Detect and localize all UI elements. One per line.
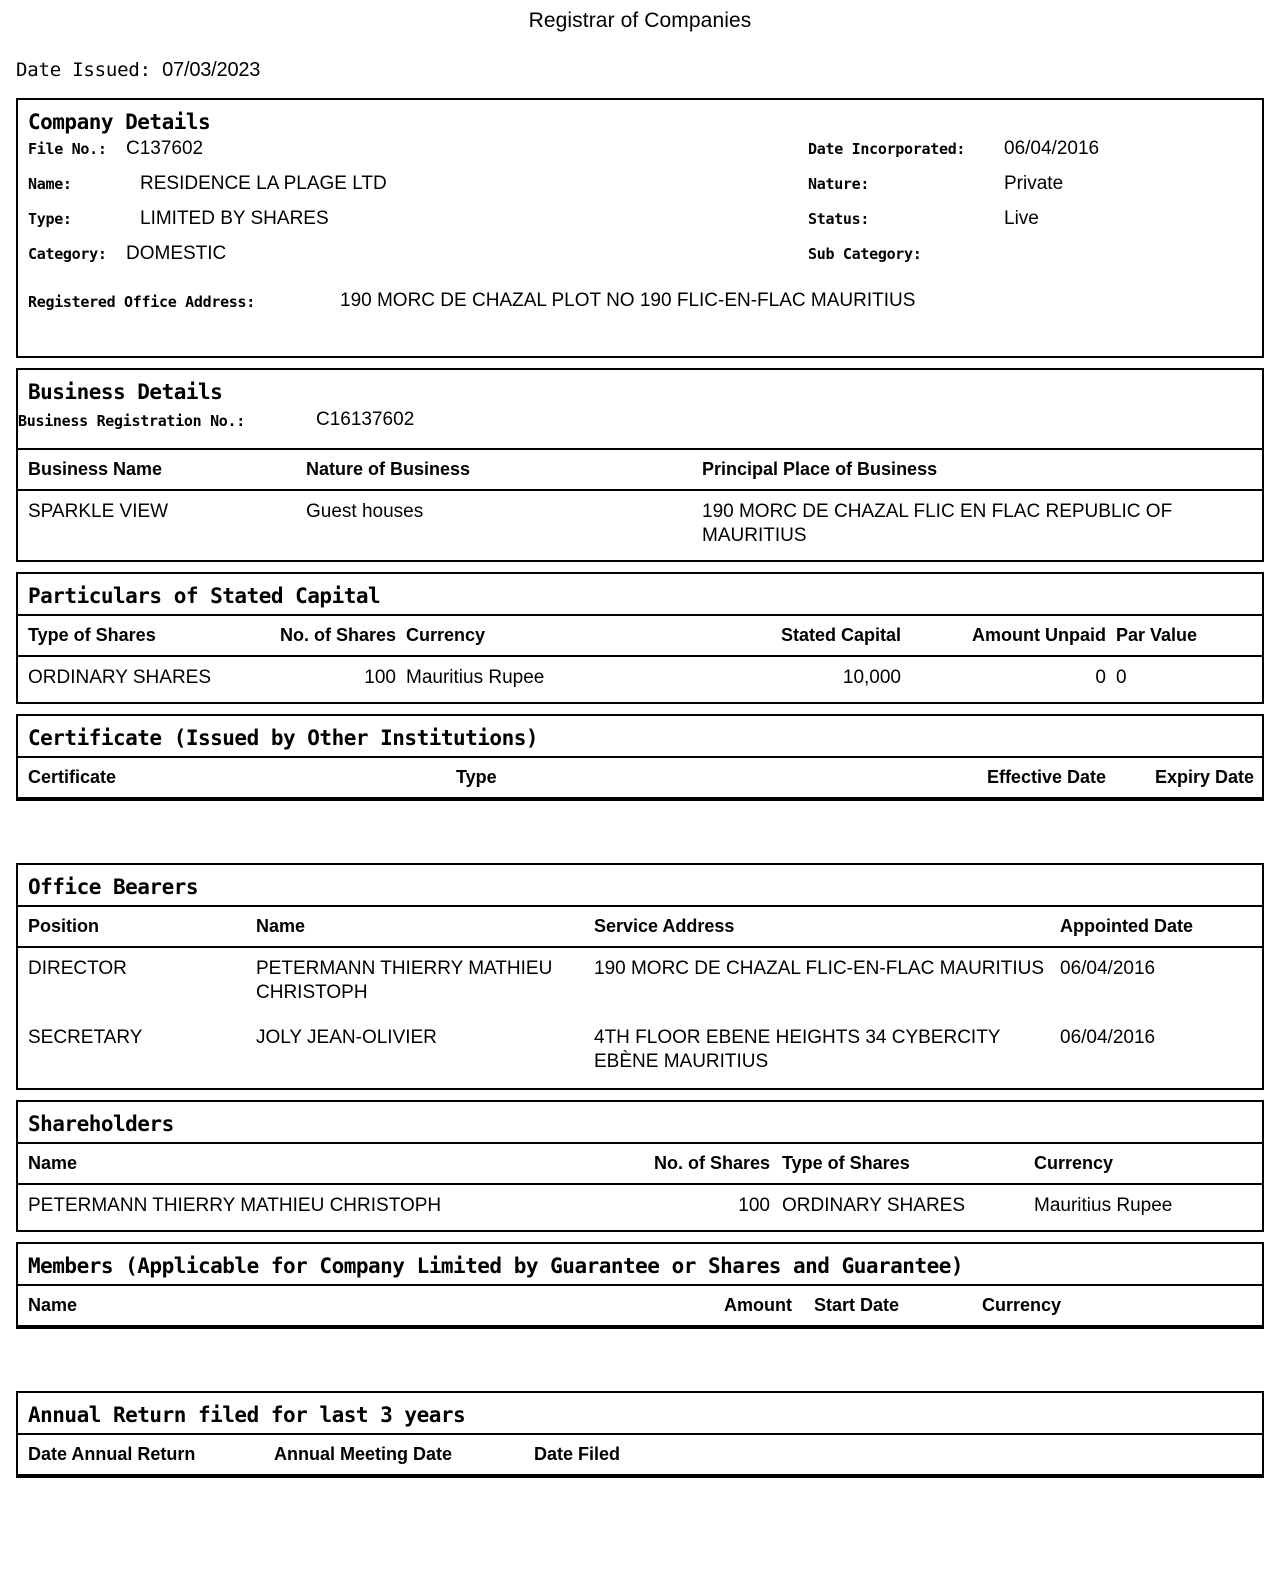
cell-stated-capital: 10,000 — [842, 667, 901, 688]
members-table — [18, 1284, 1262, 1327]
stated-capital-section — [16, 572, 1264, 704]
cell-currency: Mauritius Rupee — [1034, 1195, 1173, 1216]
cell-no-of-shares: 100 — [364, 667, 396, 688]
office-bearers-title: Office Bearers — [28, 875, 199, 899]
cell-par-value: 0 — [1116, 667, 1127, 688]
nature-label: Nature: — [808, 175, 870, 193]
category-value: DOMESTIC — [126, 243, 227, 264]
col-appointed-date: Appointed Date — [1060, 906, 1262, 947]
col-service-address: Service Address — [594, 906, 1060, 947]
table-header-row — [18, 1285, 1262, 1326]
stated-capital-title: Particulars of Stated Capital — [28, 584, 381, 608]
date-issued-value: 07/03/2023 — [162, 59, 261, 81]
certificate-section — [16, 714, 1264, 801]
col-type-of-shares: Type of Shares — [18, 615, 266, 656]
members-title: Members (Applicable for Company Limited by Guarantee or Shares and Guarantee) — [28, 1254, 964, 1278]
col-expiry-date: Expiry Date — [1106, 757, 1262, 798]
col-no-of-shares: No. of Shares — [266, 615, 396, 656]
certificate-title: Certificate (Issued by Other Institutions) — [28, 726, 539, 750]
table-header-row — [18, 1434, 1262, 1475]
col-currency: Currency — [396, 615, 726, 656]
col-start-date: Start Date — [792, 1285, 982, 1326]
page-title: Registrar of Companies — [528, 9, 752, 32]
date-issued-line — [16, 59, 1280, 82]
company-details-row-2 — [28, 175, 1262, 210]
table-header-row — [18, 757, 1262, 798]
date-incorporated-label: Date Incorporated: — [808, 140, 966, 158]
company-details-fields — [18, 140, 1262, 356]
col-stated-capital: Stated Capital — [726, 615, 901, 656]
cell-service-address: 4TH FLOOR EBENE HEIGHTS 34 CYBERCITY EBÈNE MAURITIUS — [594, 1027, 1001, 1072]
col-certificate: Certificate — [18, 757, 456, 798]
col-name: Name — [18, 1285, 680, 1326]
cell-name: PETERMANN THIERRY MATHIEU CHRISTOPH — [28, 1195, 442, 1216]
registered-office-row — [28, 290, 1262, 330]
table-header-row — [18, 906, 1262, 947]
type-value: LIMITED BY SHARES — [140, 208, 329, 229]
type-label: Type: — [28, 210, 72, 228]
table-row — [18, 656, 1262, 702]
cell-position: SECRETARY — [28, 1027, 143, 1048]
cell-amount-unpaid: 0 — [1095, 667, 1106, 688]
cell-type-of-shares: ORDINARY SHARES — [28, 667, 212, 688]
name-value: RESIDENCE LA PLAGE LTD — [140, 173, 387, 194]
members-section — [16, 1242, 1264, 1329]
cell-type-of-shares: ORDINARY SHARES — [782, 1195, 966, 1216]
status-value: Live — [1004, 208, 1039, 229]
annual-return-table — [18, 1433, 1262, 1476]
cell-no-of-shares: 100 — [738, 1195, 770, 1216]
registered-office-value: 190 MORC DE CHAZAL PLOT NO 190 FLIC-EN-FLAC MAURITIUS — [340, 290, 916, 311]
cell-appointed-date: 06/04/2016 — [1060, 958, 1156, 979]
cell-name: PETERMANN THIERRY MATHIEU CHRISTOPH — [256, 958, 553, 1003]
col-currency: Currency — [1034, 1143, 1262, 1184]
cell-currency: Mauritius Rupee — [406, 667, 545, 688]
cell-service-address: 190 MORC DE CHAZAL FLIC-EN-FLAC MAURITIUS — [594, 958, 1045, 979]
office-bearers-section — [16, 863, 1264, 1090]
date-incorporated-value: 06/04/2016 — [1004, 138, 1100, 159]
sub-category-label: Sub Category: — [808, 245, 922, 263]
registered-office-label: Registered Office Address: — [28, 293, 256, 311]
table-header-row — [18, 1143, 1262, 1184]
col-effective-date: Effective Date — [936, 757, 1106, 798]
col-date-annual-return: Date Annual Return — [18, 1434, 274, 1475]
certificate-table — [18, 756, 1262, 799]
table-header-row — [18, 449, 1262, 490]
annual-return-title: Annual Return filed for last 3 years — [28, 1403, 466, 1427]
col-amount-unpaid: Amount Unpaid — [901, 615, 1106, 656]
business-registration-label: Business Registration No.: — [18, 412, 246, 430]
nature-value: Private — [1004, 173, 1064, 194]
name-label: Name: — [28, 175, 72, 193]
col-principal-place: Principal Place of Business — [702, 449, 1262, 490]
cell-position: DIRECTOR — [28, 958, 127, 979]
col-type-of-shares: Type of Shares — [770, 1143, 1034, 1184]
category-label: Category: — [28, 245, 107, 263]
col-no-of-shares: No. of Shares — [602, 1143, 770, 1184]
col-name: Name — [18, 1143, 602, 1184]
col-business-name: Business Name — [18, 449, 306, 490]
business-registration-value: C16137602 — [316, 409, 415, 430]
cell-appointed-date: 06/04/2016 — [1060, 1027, 1156, 1048]
table-row — [18, 490, 1262, 560]
company-details-row-3 — [28, 210, 1262, 245]
business-details-table — [18, 448, 1262, 560]
col-amount: Amount — [680, 1285, 792, 1326]
stated-capital-table — [18, 614, 1262, 702]
business-details-title: Business Details — [28, 380, 223, 404]
company-details-title: Company Details — [28, 110, 211, 134]
col-currency: Currency — [982, 1285, 1262, 1326]
table-row — [18, 947, 1262, 1017]
cell-name: JOLY JEAN-OLIVIER — [256, 1027, 437, 1048]
col-position: Position — [18, 906, 256, 947]
file-no-value: C137602 — [126, 138, 204, 159]
business-registration-row — [18, 410, 1262, 440]
cell-nature-of-business: Guest houses — [306, 501, 424, 522]
col-type: Type — [456, 757, 936, 798]
col-date-filed: Date Filed — [534, 1434, 1262, 1475]
col-name: Name — [256, 906, 594, 947]
status-label: Status: — [808, 210, 870, 228]
office-bearers-table — [18, 905, 1262, 1088]
shareholders-table — [18, 1142, 1262, 1230]
shareholders-title: Shareholders — [28, 1112, 174, 1136]
col-annual-meeting-date: Annual Meeting Date — [274, 1434, 534, 1475]
company-details-row-1 — [28, 140, 1262, 175]
table-header-row — [18, 615, 1262, 656]
cell-principal-place: 190 MORC DE CHAZAL FLIC EN FLAC REPUBLIC OF MAURITIUS — [702, 501, 1173, 546]
date-issued-label: Date Issued: — [16, 59, 151, 81]
company-details-section — [16, 98, 1264, 358]
annual-return-section — [16, 1391, 1264, 1478]
col-nature-of-business: Nature of Business — [306, 449, 702, 490]
table-row — [18, 1017, 1262, 1088]
col-par-value: Par Value — [1106, 615, 1262, 656]
company-details-row-4 — [28, 245, 1262, 280]
table-row — [18, 1184, 1262, 1230]
cell-business-name: SPARKLE VIEW — [28, 501, 169, 522]
business-details-section — [16, 368, 1264, 562]
shareholders-section — [16, 1100, 1264, 1232]
file-no-label: File No.: — [28, 140, 107, 158]
